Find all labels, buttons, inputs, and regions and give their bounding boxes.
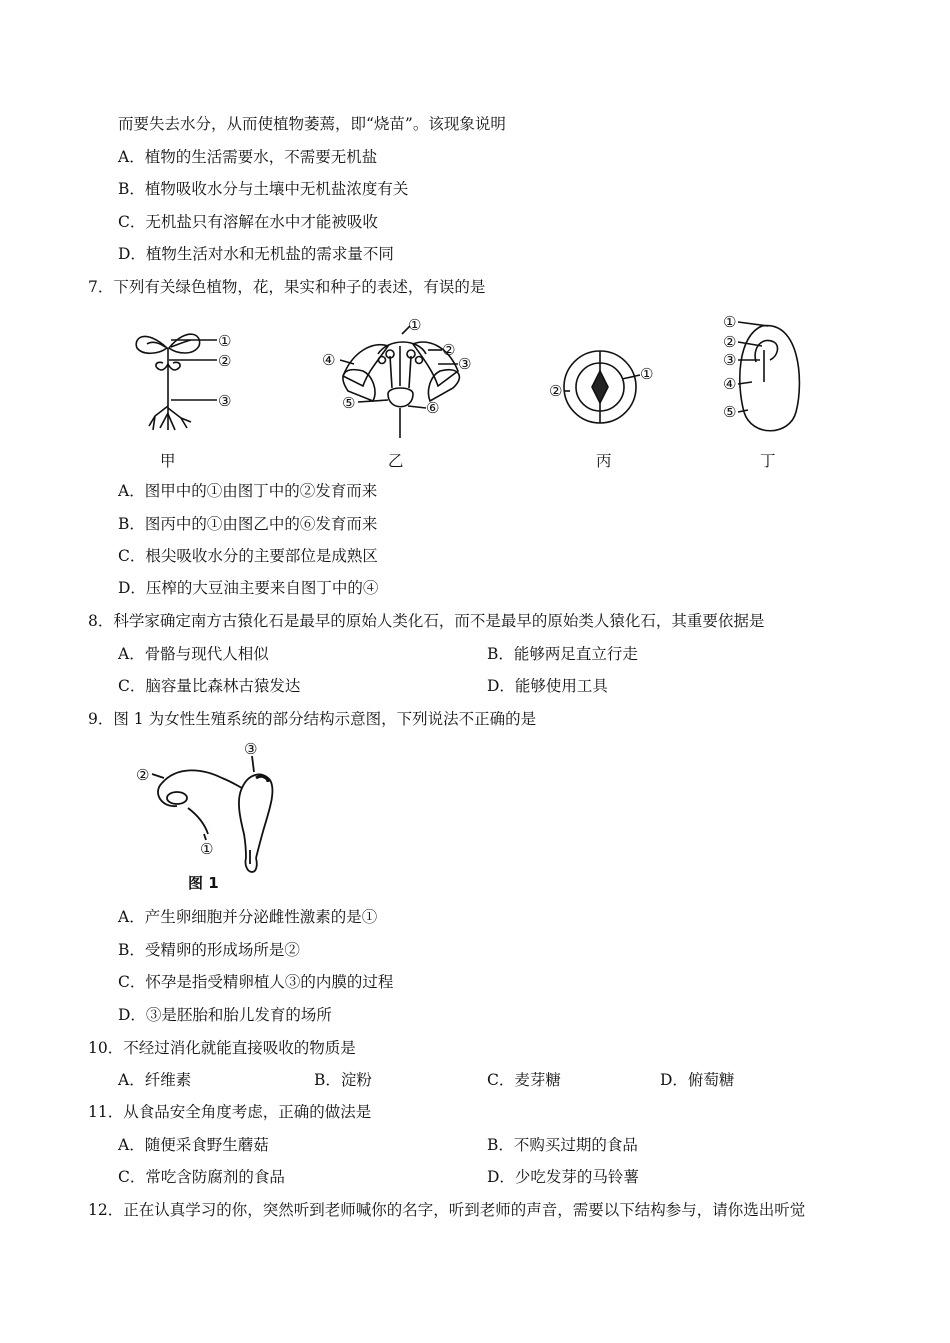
q6-stem-continuation: 而要失去水分，从而使植物萎蔫，即“烧苗”。该现象说明 [118,115,506,133]
q8-stem: 8．科学家确定南方古猿化石是最早的原始人类化石，而不是最早的原始类人猿化石，其重要依据是 [88,612,765,630]
seed-label-5: ⑤ [723,403,737,421]
fruit-figure [548,345,663,430]
q11-option-a: A．随便采食野生蘑菇 [118,1136,269,1154]
flower-label-4: ④ [322,351,336,369]
caption-ding: 丁 [760,452,776,470]
q7-option-b: B．图丙中的①由图乙中的⑥发育而来 [118,515,378,533]
reproductive-label-1: ① [200,840,214,858]
caption-bing: 丙 [596,452,612,470]
q8-option-a: A．骨骼与现代人相似 [118,645,269,663]
seed-label-4: ④ [723,375,737,393]
reproductive-label-3: ③ [244,740,258,758]
reproductive-label-2: ② [136,766,150,784]
caption-yi: 乙 [388,452,404,470]
fruit-label-2: ② [549,382,563,400]
q6-option-c: C．无机盐只有溶解在水中才能被吸收 [118,213,378,231]
q10-option-d: D．俯萄糖 [660,1071,735,1089]
flower-label-2: ② [442,341,456,359]
flower-label-1: ① [408,316,422,334]
seedling-figure [125,318,240,438]
q11-option-c: C．常吃含防腐剂的食品 [118,1168,285,1186]
q8-option-b: B．能够两足直立行走 [487,645,638,663]
q7-stem: 7．下列有关绿色植物，花，果实和种子的表述，有误的是 [88,278,486,296]
q9-option-d: D．③是胚胎和胎儿发育的场所 [118,1006,332,1024]
seed-label-1: ① [723,313,737,331]
q10-option-c: C．麦芽糖 [487,1071,561,1089]
q7-option-d: D．压榨的大豆油主要来自图丁中的④ [118,579,379,597]
q10-option-a: A．纤维素 [118,1071,192,1089]
q6-option-a: A．植物的生活需要水，不需要无机盐 [118,148,378,166]
flower-label-6: ⑥ [426,399,440,417]
flower-figure [318,316,488,441]
seedling-label-3: ③ [218,392,232,410]
figure-1-caption: 图 1 [188,874,219,892]
q12-stem: 12．正在认真学习的你，突然听到老师喊你的名字，听到老师的声音，需要以下结构参与，请你选出听觉 [88,1201,806,1219]
q8-option-d: D．能够使用工具 [487,677,608,695]
q7-option-a: A．图甲中的①由图丁中的②发育而来 [118,482,378,500]
q7-option-c: C．根尖吸收水分的主要部位是成熟区 [118,547,378,565]
q10-option-b: B．淀粉 [314,1071,372,1089]
fruit-label-1: ① [640,365,654,383]
q6-option-d: D．植物生活对水和无机盐的需求量不同 [118,245,394,263]
flower-label-3: ③ [458,355,472,373]
q11-stem: 11．从食品安全角度考虑，正确的做法是 [88,1103,372,1121]
seedling-label-2: ② [218,352,232,370]
seed-figure [722,312,812,440]
seed-label-2: ② [723,333,737,351]
flower-label-5: ⑤ [342,394,356,412]
q10-stem: 10．不经过消化就能直接吸收的物质是 [88,1039,356,1057]
reproductive-system-figure [132,738,282,894]
q9-option-a: A．产生卵细胞并分泌雌性激素的是① [118,908,378,926]
q9-option-c: C．怀孕是指受精卵植人③的内膜的过程 [118,973,394,991]
q9-stem: 9．图 1 为女性生殖系统的部分结构示意图，下列说法不正确的是 [88,710,537,728]
seed-label-3: ③ [723,351,737,369]
caption-jia: 甲 [160,452,176,470]
q8-option-c: C．脑容量比森林古猿发达 [118,677,301,695]
q9-option-b: B．受精卵的形成场所是② [118,941,300,959]
q11-option-d: D．少吃发芽的马铃薯 [487,1168,639,1186]
q11-option-b: B．不购买过期的食品 [487,1136,638,1154]
seedling-label-1: ① [218,332,232,350]
q6-option-b: B．植物吸收水分与土壤中无机盐浓度有关 [118,180,409,198]
